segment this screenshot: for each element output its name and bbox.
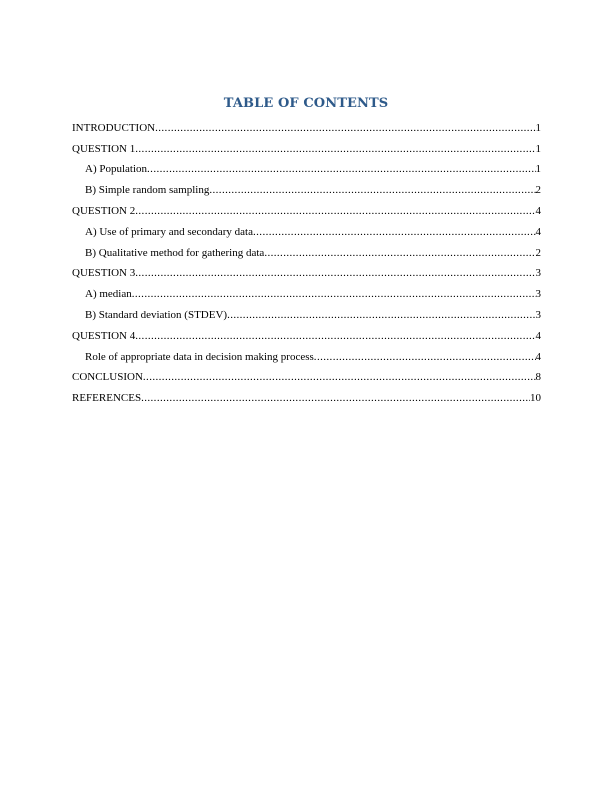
toc-entry-references[interactable] [72,384,541,405]
toc-entry-text: B) Simple random sampling [85,184,210,197]
toc-entry-text: REFERENCES [72,392,142,405]
toc-entry-text: B) Qualitative method for gathering data [85,246,265,259]
toc-entry-text: QUESTION 1 [72,142,136,155]
toc-entry-text: CONCLUSION [72,371,143,384]
toc-entry-primary-secondary-data[interactable] [72,218,541,239]
toc-dot-leader [135,205,535,218]
toc-entry-question-1[interactable] [72,135,541,156]
toc-page-number: 4 [535,204,541,217]
toc-entry-conclusion[interactable] [72,364,541,385]
toc-entry-text: QUESTION 3 [72,267,136,280]
toc-title: TABLE OF CONTENTS [223,96,389,111]
toc-page-number: 3 [535,308,541,321]
toc-dot-leader [253,226,536,239]
toc-entry-introduction[interactable] [72,114,541,135]
toc-page-number: 3 [535,288,541,301]
toc-dot-leader [143,371,536,384]
toc-page-number: 4 [535,329,541,342]
toc-entry-text: A) median [85,288,132,301]
toc-entry-standard-deviation[interactable] [72,301,541,322]
toc-entry-text: A) Use of primary and secondary data [85,225,253,238]
toc-dot-leader [132,288,536,301]
toc-entry-question-2[interactable] [72,197,541,218]
toc-page-number: 4 [535,225,541,238]
toc-page-number: 8 [535,371,541,384]
toc-list [72,114,541,405]
toc-page-number: 1 [535,121,541,134]
toc-entry-question-3[interactable] [72,260,541,281]
toc-page-number: 1 [535,163,541,176]
toc-entry-text: A) Population [85,163,148,176]
toc-dot-leader [155,122,535,135]
toc-entry-text: Role of appropriate data in decision making process [85,350,314,363]
toc-entry-role-of-data[interactable] [72,343,541,364]
toc-entry-population[interactable] [72,156,541,177]
toc-page-number: 2 [535,184,541,197]
toc-entry-text: QUESTION 4 [72,329,136,342]
toc-entry-text: B) Standard deviation (STDEV) [85,308,228,321]
toc-dot-leader [141,392,530,405]
toc-dot-leader [147,163,535,176]
toc-entry-simple-random-sampling[interactable] [72,176,541,197]
toc-dot-leader [135,143,535,156]
toc-entry-text: QUESTION 2 [72,204,136,217]
toc-dot-leader [135,330,535,343]
toc-entry-qualitative-method[interactable] [72,239,541,260]
toc-entry-text: INTRODUCTION [72,121,156,134]
toc-dot-leader [209,184,535,197]
toc-page-number: 4 [535,350,541,363]
toc-page-number: 1 [535,142,541,155]
toc-dot-leader [135,267,535,280]
toc-dot-leader [264,247,535,260]
toc-entry-median[interactable] [72,280,541,301]
toc-page-number: 2 [535,246,541,259]
toc-dot-leader [227,309,535,322]
toc-page-number: 10 [530,392,541,405]
toc-entry-question-4[interactable] [72,322,541,343]
toc-page-number: 3 [535,267,541,280]
toc-dot-leader [314,351,536,364]
